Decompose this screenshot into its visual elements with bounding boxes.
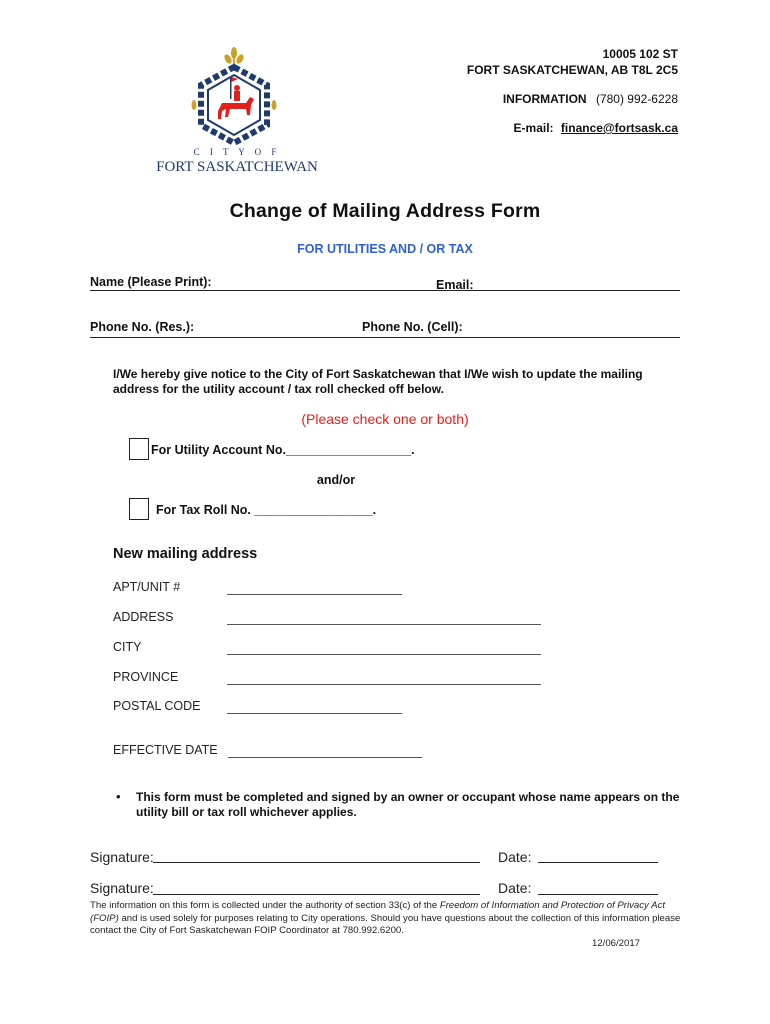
info-phone: (780) 992-6228 — [595, 92, 678, 106]
date-line-1[interactable] — [538, 862, 658, 863]
foip-text-1: The information on this form is collected under the authority of section 33(c) of the — [90, 900, 440, 911]
form-subtitle: FOR UTILITIES AND / OR TAX — [297, 242, 473, 256]
foip-notice — [90, 900, 684, 938]
city-logo — [150, 45, 325, 175]
crest-icon — [150, 45, 325, 175]
notice-text: I/We hereby give notice to the City of Fort Saskatchewan that I/We wish to update the mailing address for the utility account / tax roll checked off below. — [113, 367, 643, 396]
signature-line-1[interactable] — [153, 862, 480, 863]
foip-text-2: and is used solely for purposes relating to City operations. Should you have questions about the collection of this information please contact the City of Fort Saskatchewan FOIP Coordinator at 780.992.6200. — [90, 912, 681, 936]
check-hint: (Please check one or both) — [301, 411, 469, 427]
bullet-note: This form must be completed and signed by an owner or occupant whose name appears on the utility bill or tax roll whichever applies. — [136, 790, 680, 819]
phone-line[interactable] — [90, 337, 680, 338]
tax-roll-label: For Tax Roll No. _________________. — [156, 503, 377, 517]
utility-account-label: For Utility Account No.__________________. — [151, 443, 415, 457]
signature-label-2: Signature: — [90, 880, 154, 896]
info-label: INFORMATION — [502, 92, 587, 106]
info-line — [503, 92, 678, 106]
phone-res-label: Phone No. (Res.): — [90, 320, 195, 334]
postal-input-line[interactable] — [227, 713, 402, 714]
date-label-1: Date: — [498, 849, 532, 865]
effective-date-label: EFFECTIVE DATE — [113, 743, 218, 757]
apt-input-line[interactable] — [227, 594, 402, 595]
name-email-line[interactable] — [90, 290, 680, 291]
tax-roll-checkbox[interactable] — [129, 498, 149, 520]
foip-act-name: Freedom of Information and Protection of Privacy Act (FOIP) — [90, 900, 666, 924]
address-street: 10005 102 ST — [602, 47, 678, 61]
svg-text:FORT SASKATCHEWAN: FORT SASKATCHEWAN — [156, 159, 318, 175]
form-revision-date: 12/06/2017 — [591, 938, 640, 949]
date-line-2[interactable] — [538, 894, 658, 895]
email-label: E-mail: — [513, 121, 554, 135]
signature-line-2[interactable] — [153, 894, 480, 895]
phone-cell-label: Phone No. (Cell): — [362, 320, 463, 334]
name-label: Name (Please Print): — [90, 275, 212, 289]
new-address-heading: New mailing address — [113, 546, 258, 562]
effective-date-input-line[interactable] — [228, 757, 422, 758]
utility-account-checkbox[interactable] — [129, 438, 149, 460]
address-input-line[interactable] — [227, 624, 541, 625]
andor-text: and/or — [316, 473, 356, 487]
address-label: ADDRESS — [113, 610, 174, 624]
email-line — [514, 121, 678, 135]
bullet-icon: • — [116, 789, 121, 804]
form-title: Change of Mailing Address Form — [229, 200, 541, 222]
email-field-label: Email: — [436, 278, 474, 292]
signature-label-1: Signature: — [90, 849, 154, 865]
city-label: CITY — [113, 640, 142, 654]
apt-label: APT/UNIT # — [113, 580, 181, 594]
address-city: FORT SASKATCHEWAN, AB T8L 2C5 — [466, 63, 678, 77]
postal-label: POSTAL CODE — [113, 699, 201, 713]
province-input-line[interactable] — [227, 684, 541, 685]
date-label-2: Date: — [498, 880, 532, 896]
svg-text:C I T Y O F: C I T Y O F — [193, 147, 281, 157]
city-input-line[interactable] — [227, 654, 541, 655]
email-link[interactable]: finance@fortsask.ca — [560, 121, 678, 135]
province-label: PROVINCE — [113, 670, 179, 684]
